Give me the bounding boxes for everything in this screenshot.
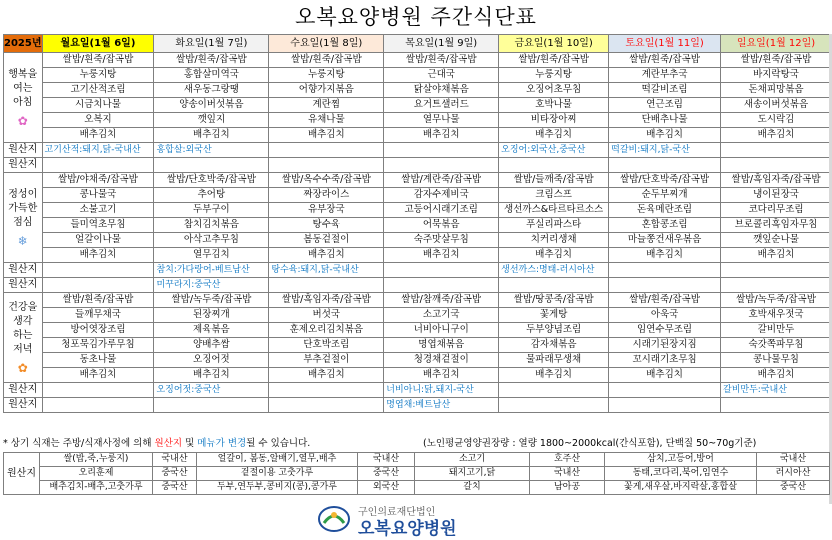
menu-cell: 된장찌개 <box>154 308 269 323</box>
pink-flower-icon: ✿ <box>17 113 28 128</box>
menu-cell: 콩나물국 <box>42 188 154 203</box>
menu-cell: 배추김치 <box>721 368 832 383</box>
origin-table-cell: 소고기 <box>415 453 530 467</box>
menu-cell: 숙갓쪽파무침 <box>721 338 832 353</box>
menu-cell: 쌀밥/참깨죽/잡곡밥 <box>384 293 499 308</box>
menu-cell: 쌀밥/옥수수죽/잡곡밥 <box>269 173 384 188</box>
menu-cell: 쌀밥/단호박죽/잡곡밥 <box>609 173 721 188</box>
menu-cell: 동초나물 <box>42 353 154 368</box>
menu-cell: 물파래무생채 <box>499 353 609 368</box>
menu-cell: 배추김치 <box>269 368 384 383</box>
origin-label: 원산지 <box>4 158 43 173</box>
menu-cell: 배추김치 <box>721 248 832 263</box>
menu-row <box>4 218 832 233</box>
origin-cell <box>269 278 384 293</box>
menu-row <box>4 173 832 188</box>
notice-prefix: * 상기 식재는 주방/식재사정에 의해 <box>3 438 155 449</box>
menu-row <box>4 248 832 263</box>
menu-cell: 감자채볶음 <box>499 338 609 353</box>
menu-cell: 쌀밥/흰죽/잡곡밥 <box>269 53 384 68</box>
menu-cell: 쌀밥/녹두죽/잡곡밥 <box>721 293 832 308</box>
origin-table-cell: 돼지고기,닭 <box>415 467 530 481</box>
menu-cell: 돈채피망볶음 <box>721 83 832 98</box>
meal-label-line: 행복을 <box>8 68 38 80</box>
origin-cell <box>384 263 499 278</box>
origin-table-cell: 배추김치-배추,고춧가루 <box>40 481 153 495</box>
origin-label: 원산지 <box>4 383 43 398</box>
menu-cell: 닭살야채볶음 <box>384 83 499 98</box>
menu-row <box>4 293 832 308</box>
day-header: 토요일(1월 11일) <box>609 35 721 53</box>
origin-cell <box>721 143 832 158</box>
menu-cell: 단배추나물 <box>609 113 721 128</box>
menu-cell: 쌀밥/흰죽/잡곡밥 <box>609 293 721 308</box>
origin-cell: 오징어:외국산,중국산 <box>499 143 609 158</box>
origin-row <box>4 263 832 278</box>
origin-cell <box>384 143 499 158</box>
menu-cell: 열무나물 <box>384 113 499 128</box>
origin-cell <box>384 278 499 293</box>
blue-flower-icon: ❄ <box>17 233 28 248</box>
menu-cell: 배추김치 <box>42 128 154 143</box>
menu-cell: 근대국 <box>384 68 499 83</box>
origin-table-cell: 중국산 <box>153 467 197 481</box>
origin-cell: 명엽채:베트남산 <box>384 398 499 413</box>
origin-table-cell: 러시아산 <box>757 467 830 481</box>
day-header: 금요일(1월 10일) <box>499 35 609 53</box>
menu-cell: 임연수무조림 <box>609 323 721 338</box>
menu-cell: 호박새우젓국 <box>721 308 832 323</box>
origin-cell: 참치:가다랑어-베트남산 <box>154 263 269 278</box>
origin-table-cell: 국내산 <box>153 453 197 467</box>
origin-row <box>4 383 832 398</box>
menu-cell: 누룽지탕 <box>42 68 154 83</box>
menu-row <box>4 233 832 248</box>
menu-cell: 얼갈이나물 <box>42 233 154 248</box>
notice-menu-change: 메뉴가 변경 <box>197 438 247 449</box>
menu-cell: 열무김치 <box>154 248 269 263</box>
menu-cell: 양배추쌈 <box>154 338 269 353</box>
menu-cell: 제육볶음 <box>154 323 269 338</box>
menu-cell: 청경채겉절이 <box>384 353 499 368</box>
menu-cell: 오복지 <box>42 113 154 128</box>
meal-label <box>4 53 43 143</box>
origin-cell <box>42 278 154 293</box>
origin-cell: 탕수육:돼지,닭-국내산 <box>269 263 384 278</box>
notice-suffix: 될 수 있습니다. <box>246 438 311 449</box>
menu-cell: 쌀밥/야채죽/잡곡밥 <box>42 173 154 188</box>
origin-cell <box>42 398 154 413</box>
menu-cell: 쌀밥/들깨죽/잡곡밥 <box>499 173 609 188</box>
menu-cell: 쌀밥/계란죽/잡곡밥 <box>384 173 499 188</box>
origin-cell <box>499 383 609 398</box>
origin-table-cell: 두부,연두부,콩비지(콩),콩가루 <box>197 481 358 495</box>
origin-cell <box>42 158 154 173</box>
menu-row <box>4 98 832 113</box>
meal-label-line: 아침 <box>13 96 33 108</box>
meal-label <box>4 293 43 383</box>
menu-cell: 배추김치 <box>384 368 499 383</box>
origin-row <box>4 398 832 413</box>
menu-cell: 쌀밥/흰죽/잡곡밥 <box>154 53 269 68</box>
origin-table-cell: 호주산 <box>530 453 605 467</box>
menu-cell: 쌀밥/흑임자죽/잡곡밥 <box>269 293 384 308</box>
menu-cell: 냉이된장국 <box>721 188 832 203</box>
menu-cell: 콩나물무침 <box>721 353 832 368</box>
menu-cell: 쌀밥/흰죽/잡곡밥 <box>609 53 721 68</box>
origin-cell: 너비아니:닭,돼지-국산 <box>384 383 499 398</box>
menu-row <box>4 308 832 323</box>
menu-cell: 배추김치 <box>721 128 832 143</box>
menu-cell: 단호박조림 <box>269 338 384 353</box>
origin-cell <box>721 263 832 278</box>
origin-table-cell: 국내산 <box>530 467 605 481</box>
origin-table-cell: 남아공 <box>530 481 605 495</box>
menu-cell: 쌀밥/녹두죽/잡곡밥 <box>154 293 269 308</box>
origin-row <box>4 158 832 173</box>
menu-cell: 도시락김 <box>721 113 832 128</box>
menu-row <box>4 188 832 203</box>
menu-row <box>4 353 832 368</box>
menu-cell: 두부양념조림 <box>499 323 609 338</box>
origin-cell <box>269 383 384 398</box>
menu-row <box>4 113 832 128</box>
menu-cell: 크림스프 <box>499 188 609 203</box>
menu-row <box>4 53 832 68</box>
menu-cell: 쌀밥/흑임자죽/잡곡밥 <box>721 173 832 188</box>
nutrition-note: (노인평균영양권장량 : 열량 1800~2000kcal(간식포함), 단백질 50~70g기준) <box>423 438 757 449</box>
origin-cell <box>269 398 384 413</box>
menu-cell: 연근조림 <box>609 98 721 113</box>
menu-cell: 배추김치 <box>499 128 609 143</box>
origin-table-row <box>4 467 830 481</box>
menu-cell: 누룽지탕 <box>269 68 384 83</box>
origin-cell <box>269 158 384 173</box>
day-header: 화요일(1월 7일) <box>154 35 269 53</box>
menu-cell: 유부장국 <box>269 203 384 218</box>
day-header: 일요일(1월 12일) <box>721 35 832 53</box>
menu-cell: 바지락탕국 <box>721 68 832 83</box>
menu-cell: 감자수제비국 <box>384 188 499 203</box>
menu-cell: 새송이버섯볶음 <box>721 98 832 113</box>
menu-cell: 코다리무조림 <box>721 203 832 218</box>
orange-flower-icon: ✿ <box>17 360 28 375</box>
menu-cell: 고등어시래기조림 <box>384 203 499 218</box>
menu-cell: 꼬시래기초무침 <box>609 353 721 368</box>
origin-table-cell: 국내산 <box>358 453 415 467</box>
menu-cell: 청포묵김가루무침 <box>42 338 154 353</box>
menu-cell: 갈비만두 <box>721 323 832 338</box>
origin-table-cell: 겉절이용 고춧가루 <box>197 467 358 481</box>
origin-table-cell: 중국산 <box>358 467 415 481</box>
menu-cell: 계란찜 <box>269 98 384 113</box>
meal-label-line: 생각 <box>13 315 33 327</box>
menu-cell: 쌀밥/흰죽/잡곡밥 <box>42 293 154 308</box>
origin-cell: 미꾸라지:중국산 <box>154 278 269 293</box>
menu-row <box>4 323 832 338</box>
menu-cell: 쌀밥/흰죽/잡곡밥 <box>42 53 154 68</box>
meal-label-line: 정성이 <box>8 188 38 200</box>
menu-row <box>4 203 832 218</box>
menu-cell: 부추겉절이 <box>269 353 384 368</box>
menu-cell: 참치김치볶음 <box>154 218 269 233</box>
day-header: 수요일(1월 8일) <box>269 35 384 53</box>
meal-label-line: 건강을 <box>8 301 38 313</box>
origin-label: 원산지 <box>4 278 43 293</box>
menu-cell: 숙주맛살무침 <box>384 233 499 248</box>
menu-cell: 떡갈비조림 <box>609 83 721 98</box>
menu-cell: 배추김치 <box>269 248 384 263</box>
origin-cell <box>384 158 499 173</box>
menu-cell: 배추김치 <box>42 248 154 263</box>
origin-cell: 고기산적:돼지,닭-국내산 <box>42 143 154 158</box>
origin-cell: 떡갈비:돼지,닭-국산 <box>609 143 721 158</box>
menu-cell: 배추김치 <box>499 368 609 383</box>
menu-cell: 배추김치 <box>154 368 269 383</box>
menu-cell: 아삭고추무침 <box>154 233 269 248</box>
origin-table-cell: 쌀(밥,죽,누룽지) <box>40 453 153 467</box>
menu-cell: 명엽채볶음 <box>384 338 499 353</box>
menu-cell: 탕수육 <box>269 218 384 233</box>
origin-row <box>4 143 832 158</box>
menu-cell: 버섯국 <box>269 308 384 323</box>
menu-cell: 짜장라이스 <box>269 188 384 203</box>
origin-table <box>3 452 830 495</box>
menu-cell: 새우동그랑땡 <box>154 83 269 98</box>
menu-cell: 들깨무채국 <box>42 308 154 323</box>
menu-cell: 배추김치 <box>384 128 499 143</box>
menu-cell: 시래기된장지짐 <box>609 338 721 353</box>
menu-cell: 혼합콩조림 <box>609 218 721 233</box>
menu-cell: 소고기국 <box>384 308 499 323</box>
menu-row <box>4 338 832 353</box>
origin-cell <box>609 158 721 173</box>
meal-label <box>4 173 43 263</box>
origin-table-label: 원산지 <box>4 453 40 495</box>
menu-cell: 오징어젓 <box>154 353 269 368</box>
origin-table-cell: 외국산 <box>358 481 415 495</box>
origin-cell <box>721 278 832 293</box>
menu-cell: 쌀밥/단호박죽/잡곡밥 <box>154 173 269 188</box>
origin-table-cell: 오리훈제 <box>40 467 153 481</box>
origin-cell <box>499 398 609 413</box>
origin-cell <box>609 278 721 293</box>
meal-label-line: 여는 <box>13 82 33 94</box>
origin-cell: 오징어젓:중국산 <box>154 383 269 398</box>
origin-cell <box>154 398 269 413</box>
menu-cell: 푸실리파스타 <box>499 218 609 233</box>
origin-cell <box>42 263 154 278</box>
menu-cell: 유채나물 <box>269 113 384 128</box>
menu-cell: 배추김치 <box>154 128 269 143</box>
menu-cell: 어향가지볶음 <box>269 83 384 98</box>
origin-table-cell: 얼갈이, 봄동,알배기,열무,배추 <box>197 453 358 467</box>
menu-cell: 오징어초무침 <box>499 83 609 98</box>
menu-row <box>4 68 832 83</box>
menu-row <box>4 368 832 383</box>
menu-cell: 쌀밥/땅콩죽/잡곡밥 <box>499 293 609 308</box>
menu-cell: 홍합살미역국 <box>154 68 269 83</box>
origin-table-cell: 동태,코다리,북어,임연수 <box>605 467 757 481</box>
origin-label: 원산지 <box>4 143 43 158</box>
menu-cell: 배추김치 <box>42 368 154 383</box>
menu-cell: 쌀밥/흰죽/잡곡밥 <box>384 53 499 68</box>
origin-cell <box>609 383 721 398</box>
menu-cell: 배추김치 <box>609 368 721 383</box>
origin-cell <box>499 278 609 293</box>
origin-label: 원산지 <box>4 263 43 278</box>
meal-label-line: 저녁 <box>13 343 33 355</box>
menu-cell: 브로콜리흑임자무침 <box>721 218 832 233</box>
menu-cell: 배추김치 <box>384 248 499 263</box>
origin-table-cell: 갈치 <box>415 481 530 495</box>
logo-subtitle: 구인의료재단법인 <box>358 507 436 518</box>
menu-cell: 배추김치 <box>499 248 609 263</box>
menu-cell: 깻잎지 <box>154 113 269 128</box>
day-header: 월요일(1월 6일) <box>42 35 154 53</box>
menu-cell: 방어엿장조림 <box>42 323 154 338</box>
origin-cell <box>609 263 721 278</box>
menu-cell: 꽃게탕 <box>499 308 609 323</box>
origin-cell <box>721 158 832 173</box>
origin-table-cell: 국내산 <box>757 453 830 467</box>
menu-row <box>4 83 832 98</box>
menu-cell: 마늘쫑건새우볶음 <box>609 233 721 248</box>
menu-cell: 들미역초무침 <box>42 218 154 233</box>
menu-cell: 비타장아찌 <box>499 113 609 128</box>
notice-and: 및 <box>182 438 198 449</box>
origin-cell <box>154 158 269 173</box>
hospital-emblem-icon <box>318 505 350 533</box>
meal-label-line: 하는 <box>13 329 33 341</box>
menu-row <box>4 128 832 143</box>
menu-cell: 소불고기 <box>42 203 154 218</box>
header-row <box>4 35 832 53</box>
day-header: 목요일(1월 9일) <box>384 35 499 53</box>
menu-cell: 배추김치 <box>609 128 721 143</box>
meal-label-line: 가득한 <box>8 202 38 214</box>
menu-cell: 배추김치 <box>609 248 721 263</box>
origin-label: 원산지 <box>4 398 43 413</box>
menu-cell: 치커리생채 <box>499 233 609 248</box>
menu-table <box>3 34 832 413</box>
menu-cell: 너비아니구이 <box>384 323 499 338</box>
notice-line <box>3 437 829 451</box>
menu-cell: 추어탕 <box>154 188 269 203</box>
menu-cell: 돈육메란조림 <box>609 203 721 218</box>
menu-cell: 고기산적조림 <box>42 83 154 98</box>
menu-cell: 깻잎순나물 <box>721 233 832 248</box>
menu-cell: 누룽지탕 <box>499 68 609 83</box>
menu-cell: 쌀밥/흰죽/잡곡밥 <box>499 53 609 68</box>
page-title: 오복요양병원 주간식단표 <box>295 5 537 29</box>
menu-cell: 양송이버섯볶음 <box>154 98 269 113</box>
origin-table-cell: 중국산 <box>153 481 197 495</box>
year-cell: 2025년 <box>4 35 43 53</box>
menu-cell: 두부구이 <box>154 203 269 218</box>
hospital-logo <box>318 503 518 539</box>
menu-cell: 순두부찌개 <box>609 188 721 203</box>
origin-row <box>4 278 832 293</box>
meal-label-line: 점심 <box>13 216 33 228</box>
menu-cell: 계란부추국 <box>609 68 721 83</box>
origin-table-cell: 삼치,고등어,방어 <box>605 453 757 467</box>
menu-cell: 생선까스&타르타르소스 <box>499 203 609 218</box>
origin-cell: 생선까스:명태-러시아산 <box>499 263 609 278</box>
origin-cell: 갈비만두:국내산 <box>721 383 832 398</box>
origin-cell <box>609 398 721 413</box>
origin-table-cell: 중국산 <box>757 481 830 495</box>
menu-cell: 봄동겉절이 <box>269 233 384 248</box>
logo-name: 오복요양병원 <box>358 519 457 539</box>
origin-cell <box>269 143 384 158</box>
origin-cell <box>721 398 832 413</box>
menu-cell: 요거트샐러드 <box>384 98 499 113</box>
menu-cell: 훈제오리김치볶음 <box>269 323 384 338</box>
origin-cell: 홍합살:외국산 <box>154 143 269 158</box>
menu-cell: 호박나물 <box>499 98 609 113</box>
menu-cell: 배추김치 <box>269 128 384 143</box>
origin-cell <box>499 158 609 173</box>
notice-origin-word: 원산지 <box>154 438 183 449</box>
origin-table-cell: 꽃게,새우살,바지락살,홍합살 <box>605 481 757 495</box>
menu-cell: 쌀밥/흰죽/잡곡밥 <box>721 53 832 68</box>
menu-cell: 시금치나물 <box>42 98 154 113</box>
menu-cell: 어묵볶음 <box>384 218 499 233</box>
origin-table-row <box>4 453 830 467</box>
menu-cell: 아욱국 <box>609 308 721 323</box>
origin-cell <box>42 383 154 398</box>
origin-table-row <box>4 481 830 495</box>
